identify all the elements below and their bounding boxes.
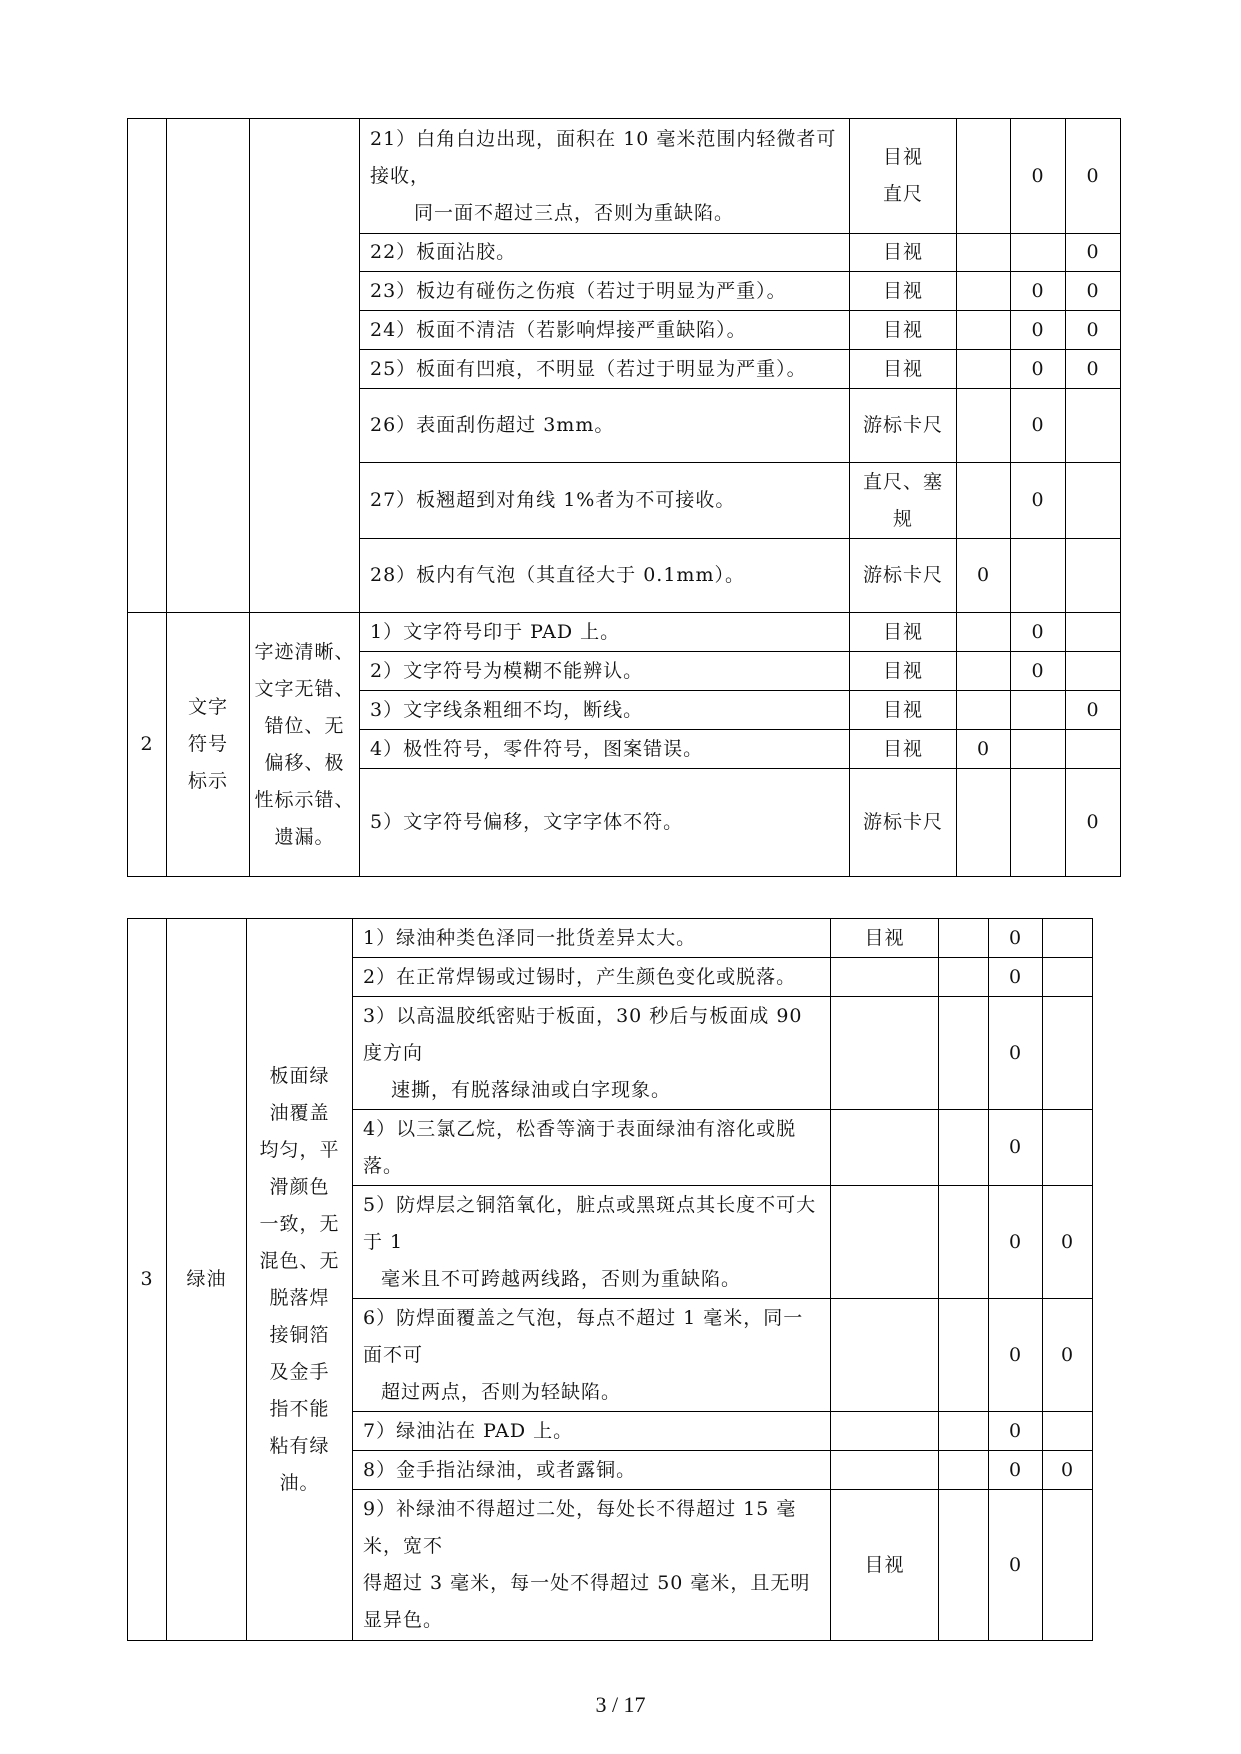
defect-desc: 23）板边有碰伤之伤痕（若过于明显为严重）。 (360, 272, 850, 311)
tool-cell (831, 997, 939, 1110)
grade-cell (957, 691, 1011, 730)
grade-cell: 0 (1043, 1451, 1093, 1490)
tool-cell: 目视 (831, 1490, 939, 1641)
tool-cell (831, 958, 939, 997)
grade-cell (957, 350, 1011, 389)
tool-cell (831, 1412, 939, 1451)
tool-cell: 目视 (850, 272, 957, 311)
grade-cell (1066, 539, 1121, 613)
grade-cell (1066, 389, 1121, 463)
defect-desc: 3）文字线条粗细不均，断线。 (360, 691, 850, 730)
grade-cell: 0 (1066, 234, 1121, 272)
grade-cell: 0 (989, 1110, 1043, 1186)
defect-desc: 24）板面不清洁（若影响焊接严重缺陷）。 (360, 311, 850, 350)
grade-cell (957, 272, 1011, 311)
defect-desc: 6）防焊面覆盖之气泡，每点不超过 1 毫米，同一面不可 超过两点，否则为轻缺陷。 (353, 1299, 831, 1412)
defect-desc: 2）文字符号为模糊不能辨认。 (360, 652, 850, 691)
defect-desc: 27）板翘超到对角线 1%者为不可接收。 (360, 463, 850, 539)
defect-desc: 26）表面刮伤超过 3mm。 (360, 389, 850, 463)
defect-desc: 1）文字符号印于 PAD 上。 (360, 613, 850, 652)
grade-cell (939, 997, 989, 1110)
grade-cell (1066, 730, 1121, 769)
grade-cell: 0 (1011, 272, 1066, 311)
grade-cell: 0 (989, 1451, 1043, 1490)
tool-cell: 目视 (850, 730, 957, 769)
grade-cell: 0 (989, 1186, 1043, 1299)
grade-cell (957, 613, 1011, 652)
defect-desc: 9）补绿油不得超过二处，每处长不得超过 15 毫米，宽不 得超过 3 毫米，每一处不得超过 50 毫米，且无明显异色。 (353, 1490, 831, 1641)
grade-cell (1043, 1490, 1093, 1641)
grade-cell: 0 (989, 1299, 1043, 1412)
tool-cell (831, 1110, 939, 1186)
grade-cell (1043, 958, 1093, 997)
grade-cell: 0 (1011, 463, 1066, 539)
defect-desc: 22）板面沾胶。 (360, 234, 850, 272)
tool-cell: 目视 (850, 234, 957, 272)
page-number: 3 / 17 (595, 1692, 646, 1717)
grade-cell (1066, 613, 1121, 652)
tool-cell: 目视 (831, 919, 939, 958)
defect-desc: 28）板内有气泡（其直径大于 0.1mm）。 (360, 539, 850, 613)
grade-cell: 0 (989, 1490, 1043, 1641)
grade-cell (957, 769, 1011, 877)
grade-cell (939, 1412, 989, 1451)
grade-cell (1043, 1412, 1093, 1451)
defect-desc: 1）绿油种类色泽同一批货差异太大。 (353, 919, 831, 958)
grade-cell: 0 (1066, 272, 1121, 311)
grade-cell (957, 311, 1011, 350)
tool-cell: 目视 (850, 311, 957, 350)
tool-cell (831, 1186, 939, 1299)
grade-cell (1043, 997, 1093, 1110)
grade-cell: 0 (1011, 652, 1066, 691)
grade-cell: 0 (957, 730, 1011, 769)
section-no-cell (128, 119, 167, 613)
section-criteria: 板面绿 油覆盖 均匀，平 滑颜色 一致，无 混色、无 脱落焊 接铜箔 及金手 指不能 粘有绿 油。 (247, 919, 353, 1641)
tool-cell: 游标卡尺 (850, 769, 957, 877)
grade-cell: 0 (989, 919, 1043, 958)
grade-cell: 0 (1043, 1299, 1093, 1412)
grade-cell (1011, 730, 1066, 769)
tool-cell: 目视 直尺 (850, 119, 957, 234)
grade-cell (957, 652, 1011, 691)
defect-desc: 5）防焊层之铜箔氧化，脏点或黑斑点其长度不可大于 1 毫米且不可跨越两线路，否则为重缺陷。 (353, 1186, 831, 1299)
grade-cell: 0 (989, 958, 1043, 997)
tool-cell (831, 1451, 939, 1490)
grade-cell: 0 (1066, 311, 1121, 350)
section-criteria-cell (250, 119, 360, 613)
grade-cell: 0 (957, 539, 1011, 613)
grade-cell (1066, 652, 1121, 691)
defect-desc: 3）以高温胶纸密贴于板面，30 秒后与板面成 90 度方向 速撕，有脱落绿油或白字现象。 (353, 997, 831, 1110)
tool-cell: 游标卡尺 (850, 539, 957, 613)
grade-cell (957, 234, 1011, 272)
grade-cell: 0 (1011, 119, 1066, 234)
grade-cell (1043, 1110, 1093, 1186)
grade-cell (939, 1490, 989, 1641)
grade-cell (1011, 234, 1066, 272)
grade-cell (939, 1451, 989, 1490)
section-name-cell (167, 119, 250, 613)
grade-cell (957, 463, 1011, 539)
grade-cell: 0 (1011, 613, 1066, 652)
section-no: 2 (128, 613, 167, 877)
defect-desc: 25）板面有凹痕，不明显（若过于明显为严重）。 (360, 350, 850, 389)
grade-cell: 0 (1066, 350, 1121, 389)
grade-cell: 0 (1043, 1186, 1093, 1299)
tool-cell: 目视 (850, 613, 957, 652)
grade-cell (1011, 691, 1066, 730)
tool-cell (831, 1299, 939, 1412)
defect-desc: 7）绿油沾在 PAD 上。 (353, 1412, 831, 1451)
defect-desc: 2）在正常焊锡或过锡时，产生颜色变化或脱落。 (353, 958, 831, 997)
defect-desc: 4）极性符号，零件符号，图案错误。 (360, 730, 850, 769)
grade-cell: 0 (1066, 691, 1121, 730)
defect-desc: 4）以三氯乙烷，松香等滴于表面绿油有溶化或脱落。 (353, 1110, 831, 1186)
grade-cell (1066, 463, 1121, 539)
grade-cell (957, 119, 1011, 234)
inspection-table-1 (127, 118, 1121, 877)
grade-cell (939, 1110, 989, 1186)
grade-cell: 0 (989, 1412, 1043, 1451)
section-name: 文字 符号 标示 (167, 613, 250, 877)
tool-cell: 游标卡尺 (850, 389, 957, 463)
grade-cell (939, 1186, 989, 1299)
tool-cell: 目视 (850, 652, 957, 691)
section-criteria: 字迹清晰、 文字无错、 错位、无 偏移、极 性标示错、 遗漏。 (250, 613, 360, 877)
section-name: 绿油 (167, 919, 247, 1641)
defect-desc: 5）文字符号偏移，文字字体不符。 (360, 769, 850, 877)
grade-cell: 0 (1011, 311, 1066, 350)
grade-cell: 0 (989, 997, 1043, 1110)
section-no: 3 (128, 919, 167, 1641)
grade-cell (939, 958, 989, 997)
grade-cell (1043, 919, 1093, 958)
grade-cell: 0 (1066, 119, 1121, 234)
defect-desc: 8）金手指沾绿油，或者露铜。 (353, 1451, 831, 1490)
grade-cell: 0 (1011, 350, 1066, 389)
grade-cell (939, 1299, 989, 1412)
tool-cell: 目视 (850, 350, 957, 389)
grade-cell (1011, 539, 1066, 613)
grade-cell (1011, 769, 1066, 877)
defect-desc: 21）白角白边出现，面积在 10 毫米范围内轻微者可接收， 同一面不超过三点，否则为重缺陷。 (360, 119, 850, 234)
grade-cell (939, 919, 989, 958)
grade-cell: 0 (1066, 769, 1121, 877)
inspection-table-2 (127, 918, 1093, 1641)
grade-cell (957, 389, 1011, 463)
tool-cell: 直尺、塞 规 (850, 463, 957, 539)
tool-cell: 目视 (850, 691, 957, 730)
grade-cell: 0 (1011, 389, 1066, 463)
